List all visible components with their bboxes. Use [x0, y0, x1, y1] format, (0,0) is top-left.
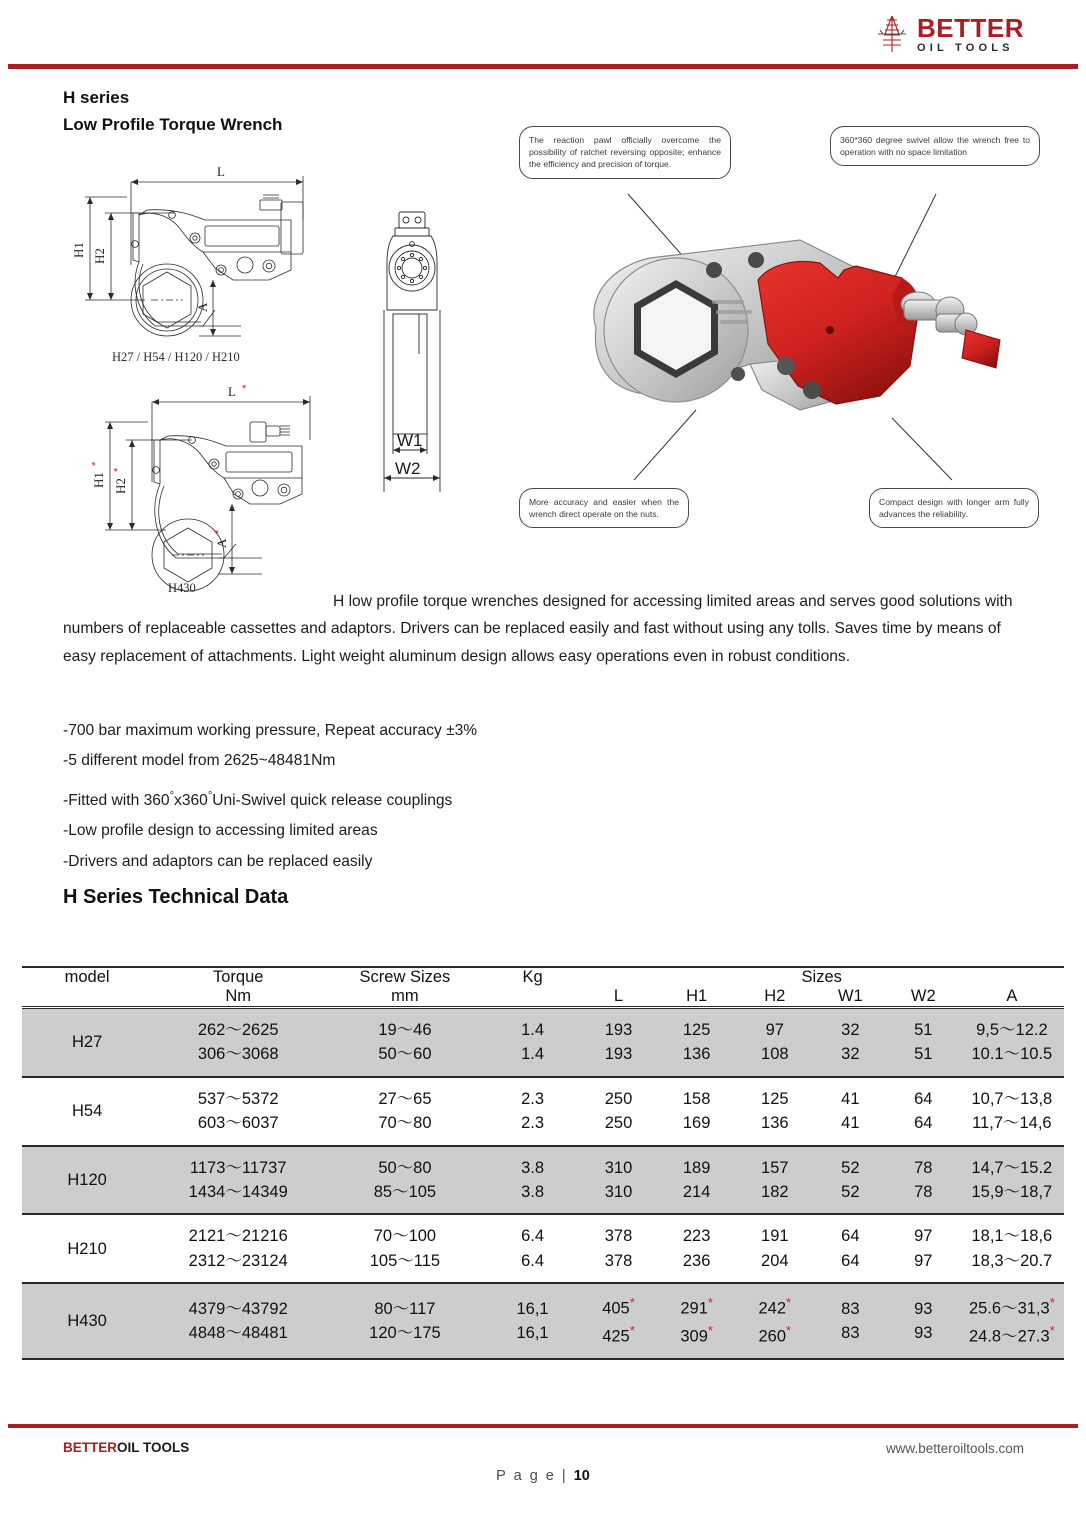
th-kg-unit	[486, 987, 580, 1006]
callout-swivel: 360*360 degree swivel allow the wrench free to operation with no space limitation	[830, 126, 1040, 166]
dim-label-A-star: A	[214, 538, 229, 548]
cell-model: H120	[22, 1146, 152, 1214]
dim-label-L-star: L	[228, 384, 236, 399]
dim-label-W2: W2	[395, 459, 421, 478]
cell-screw: 70～100 105～115	[324, 1214, 486, 1282]
cell-W1: 64 64	[814, 1214, 887, 1282]
th-W2: W2	[910, 987, 936, 1005]
cell-H2: 157 182	[736, 1146, 814, 1214]
cell-L: 405* 425*	[579, 1283, 657, 1358]
cell-L: 378 378	[579, 1214, 657, 1282]
brand-subtitle: OIL TOOLS	[917, 41, 1014, 54]
cell-torque: 1173～11737 1434～14349	[152, 1146, 324, 1214]
cell-screw: 27～65 70～80	[324, 1077, 486, 1145]
table-header-row-2	[22, 987, 1064, 1006]
cell-A: 10,7～13,8 11,7～14,6	[960, 1077, 1064, 1145]
footer-page-value: 10	[573, 1468, 590, 1484]
cell-H2: 242* 260*	[736, 1283, 814, 1358]
dim-asterisk-H1: *	[90, 461, 102, 466]
cell-L: 250 250	[579, 1077, 657, 1145]
page-title-series: H series	[63, 88, 130, 107]
cell-A: 9,5～12.2 10.1～10.5	[960, 1008, 1064, 1076]
table-bottom-rule	[22, 1358, 1064, 1359]
footer-divider-rule	[8, 1424, 1078, 1428]
th-kg: Kg	[486, 967, 580, 987]
cell-H1: 125 136	[658, 1008, 736, 1076]
technical-drawings	[0, 160, 500, 600]
front-view-drawing	[375, 202, 485, 502]
cell-W2: 97 97	[887, 1214, 960, 1282]
cell-torque: 4379～43792 4848～48481	[152, 1283, 324, 1358]
drawing-caption-standard: H27 / H54 / H120 / H210	[112, 350, 240, 364]
cell-H2: 191 204	[736, 1214, 814, 1282]
dim-asterisk-L: *	[242, 383, 247, 395]
footer-page-label: P a g e |	[496, 1468, 568, 1484]
footer-website-url[interactable]: www.betteroiltools.com	[885, 1441, 1024, 1456]
cell-W1: 52 52	[814, 1146, 887, 1214]
cell-W2: 78 78	[887, 1146, 960, 1214]
dim-label-H1-star: H1	[91, 472, 106, 488]
cell-L: 310 310	[579, 1146, 657, 1214]
cell-W2: 93 93	[887, 1283, 960, 1358]
table-row	[22, 1283, 1064, 1358]
section-title-technical-data: H Series Technical Data	[63, 886, 289, 908]
cell-model: H54	[22, 1077, 152, 1145]
asterisk-marker: *	[629, 1295, 635, 1311]
spec-item-models: -5 different model from 2625~48481Nm	[63, 752, 336, 770]
cell-torque: 537～5372 603～6037	[152, 1077, 324, 1145]
dim-label-H1: H1	[71, 242, 86, 258]
cell-H2: 125 136	[736, 1077, 814, 1145]
spec-item-swivel	[63, 786, 763, 817]
cell-H1: 189 214	[658, 1146, 736, 1214]
side-view-drawing-h430	[80, 382, 380, 597]
footer-page-number	[0, 1468, 1086, 1484]
spec-item-pressure: -700 bar maximum working pressure, Repeat accuracy ±3%	[63, 722, 478, 739]
asterisk-marker: *	[707, 1295, 713, 1311]
cell-A: 14,7～15.2 15,9～18,7	[960, 1146, 1064, 1214]
asterisk-marker: *	[786, 1323, 792, 1339]
asterisk-marker: *	[786, 1295, 792, 1311]
cell-A: 18,1～18,6 18,3～20.7	[960, 1214, 1064, 1282]
intro-paragraph-block	[63, 588, 1025, 670]
dim-asterisk-H2: *	[112, 467, 124, 472]
cell-kg: 16,1 16,1	[486, 1283, 580, 1358]
th-model-unit	[22, 987, 152, 1006]
asterisk-marker: *	[707, 1323, 713, 1339]
cell-H1: 223 236	[658, 1214, 736, 1282]
th-screw-sizes: Screw Sizes	[324, 967, 486, 987]
degree-symbol-2: °	[207, 789, 213, 802]
dim-label-W1: W1	[397, 431, 423, 450]
drawing-caption-h430: H430	[168, 581, 196, 595]
oil-derrick-icon	[875, 14, 909, 54]
th-H1: H1	[686, 987, 708, 1005]
spec-item-swivel-pre: -Fitted with 360	[63, 792, 170, 809]
spec-item-swivel-mid: x360	[174, 792, 208, 809]
technical-data-table-wrapper	[22, 966, 1064, 1360]
cell-W1: 32 32	[814, 1008, 887, 1076]
dim-asterisk-A: *	[213, 529, 225, 534]
cell-H1: 291* 309*	[658, 1283, 736, 1358]
cell-model: H27	[22, 1008, 152, 1076]
th-H2: H2	[764, 987, 786, 1005]
th-L: L	[613, 987, 624, 1005]
page-title-product: Low Profile Torque Wrench	[63, 115, 283, 134]
table-header-row-1	[22, 967, 1064, 987]
asterisk-marker: *	[1049, 1295, 1055, 1311]
side-view-drawing-standard	[55, 160, 375, 375]
table-row	[22, 1146, 1064, 1214]
cell-W1: 41 41	[814, 1077, 887, 1145]
spec-item-swivel-post: Uni-Swivel quick release couplings	[212, 792, 453, 809]
degree-symbol-1: °	[169, 789, 175, 802]
asterisk-marker: *	[629, 1323, 635, 1339]
dim-label-H2-star: H2	[113, 478, 128, 494]
spec-bullet-list	[63, 716, 763, 877]
dim-label-L: L	[217, 164, 225, 179]
page-title-block	[63, 88, 282, 135]
cell-model: H430	[22, 1283, 152, 1358]
table-row	[22, 1008, 1064, 1076]
spec-item-drivers: -Drivers and adaptors can be replaced easily	[63, 852, 373, 870]
brand-logo	[875, 14, 1024, 54]
technical-data-table	[22, 966, 1064, 1360]
th-sizes: Sizes	[579, 967, 1064, 987]
th-torque: Torque	[152, 967, 324, 987]
dim-label-H2: H2	[92, 248, 107, 264]
header-divider-rule	[8, 64, 1078, 69]
callout-reaction-pawl: The reaction pawl officially overcome the possibility of ratchet reversing opposite; enhance the efficiency and precision of torque.	[519, 126, 731, 179]
product-photo-illustration	[500, 118, 1086, 548]
cell-W1: 83 83	[814, 1283, 887, 1358]
cell-A: 25.6～31,3* 24.8～27.3*	[960, 1283, 1064, 1358]
cell-H2: 97 108	[736, 1008, 814, 1076]
table-row	[22, 1214, 1064, 1282]
footer-brand-oiltools: OIL TOOLS	[117, 1440, 190, 1455]
cell-kg: 2.3 2.3	[486, 1077, 580, 1145]
intro-paragraph: H low profile torque wrenches designed for accessing limited areas and serves good solutions with numbers of replaceable cassettes and adaptors. Drivers can be replaced easily and fast without using any tolls. Saves time by means of easy replacement of attachments. Light weight aluminum design allows easy operations even in robust conditions.	[63, 593, 1013, 665]
cell-torque: 262～2625 306～3068	[152, 1008, 324, 1076]
cell-W2: 64 64	[887, 1077, 960, 1145]
page-header	[0, 0, 1086, 70]
cell-screw: 19～46 50～60	[324, 1008, 486, 1076]
cell-kg: 3.8 3.8	[486, 1146, 580, 1214]
brand-name: BETTER	[917, 12, 1024, 43]
cell-screw: 50～80 85～105	[324, 1146, 486, 1214]
footer-brand-better: BETTER	[63, 1440, 117, 1455]
callout-accuracy: More accuracy and easier when the wrench direct operate on the nuts.	[519, 488, 689, 528]
th-torque-unit: Nm	[225, 987, 252, 1005]
cell-screw: 80～117 120～175	[324, 1283, 486, 1358]
th-A: A	[1006, 987, 1018, 1005]
cell-kg: 1.4 1.4	[486, 1008, 580, 1076]
footer-brand	[63, 1440, 189, 1455]
th-model: model	[22, 967, 152, 987]
cell-L: 193 193	[579, 1008, 657, 1076]
cell-H1: 158 169	[658, 1077, 736, 1145]
cell-W2: 51 51	[887, 1008, 960, 1076]
product-photo-area	[500, 118, 1086, 548]
cell-torque: 2121～21216 2312～23124	[152, 1214, 324, 1282]
cell-kg: 6.4 6.4	[486, 1214, 580, 1282]
table-row	[22, 1077, 1064, 1145]
spec-item-low-profile: -Low profile design to accessing limited areas	[63, 822, 378, 840]
th-W1: W1	[837, 987, 863, 1005]
callout-compact-design: Compact design with longer arm fully advances the reliability.	[869, 488, 1039, 528]
cell-model: H210	[22, 1214, 152, 1282]
th-screw-unit: mm	[391, 987, 419, 1005]
dim-label-A: A	[195, 302, 210, 312]
asterisk-marker: *	[1049, 1323, 1055, 1339]
